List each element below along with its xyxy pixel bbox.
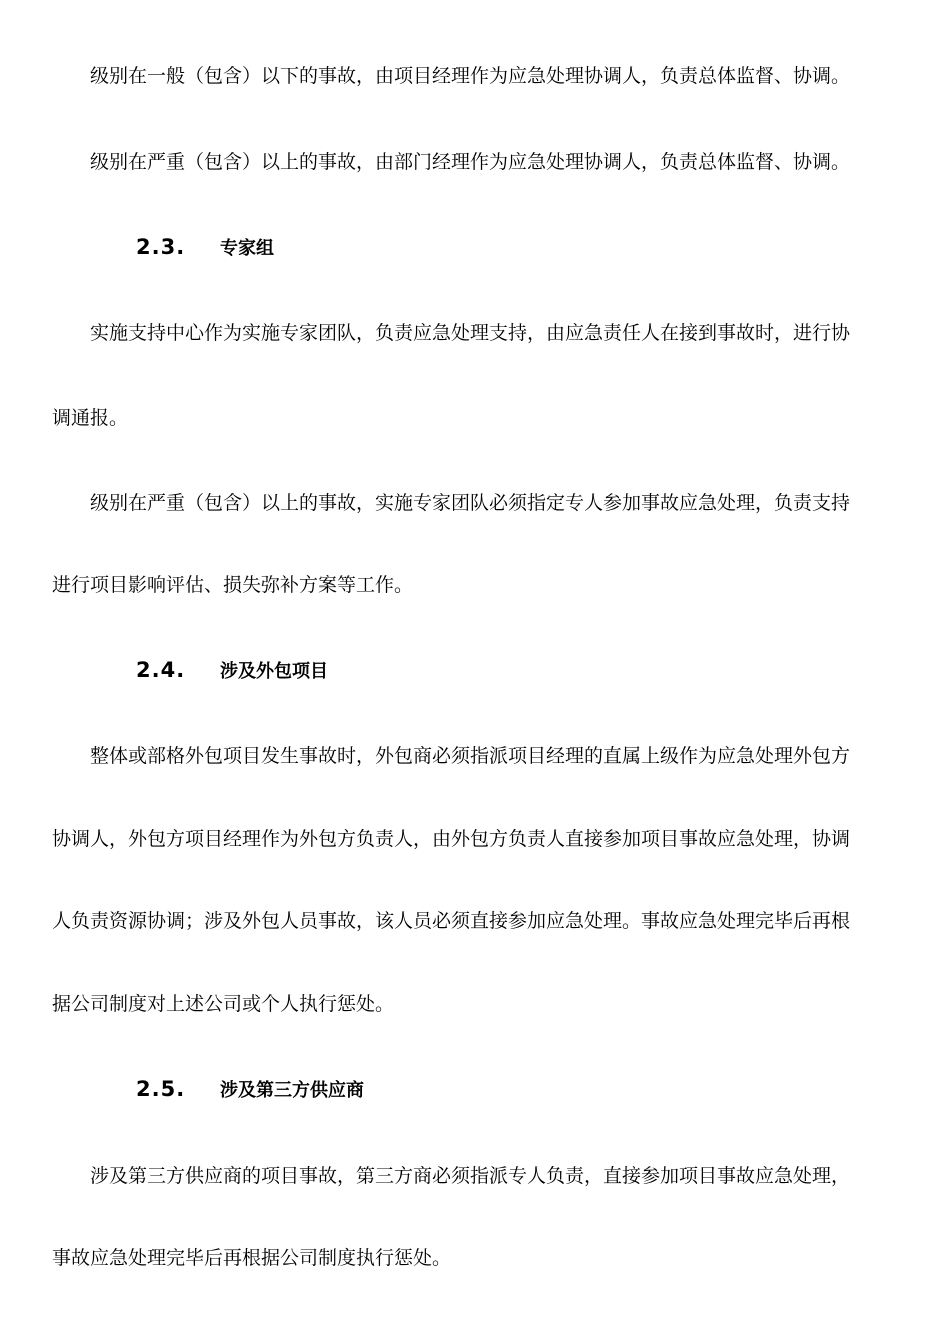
paragraph-line: 级别在严重（包含）以上的事故，由部门经理作为应急处理协调人，负责总体监督、协调。 xyxy=(90,151,851,173)
section-heading-2-3 xyxy=(136,232,274,262)
section-number: 2.4. xyxy=(136,658,186,682)
paragraph-line: 人负责资源协调；涉及外包人员事故，该人员必须直接参加应急处理。事故应急处理完毕后再根 xyxy=(52,910,851,932)
section-title: 专家组 xyxy=(220,238,274,259)
paragraph-line: 级别在一般（包含）以下的事故，由项目经理作为应急处理协调人，负责总体监督、协调。 xyxy=(90,65,851,87)
section-heading-2-4 xyxy=(136,655,328,685)
paragraph-line: 进行项目影响评估、损失弥补方案等工作。 xyxy=(52,574,414,596)
paragraph-line: 协调人，外包方项目经理作为外包方负责人，由外包方负责人直接参加项目事故应急处理，协调 xyxy=(52,828,851,850)
section-heading-2-5 xyxy=(136,1074,364,1104)
paragraph-line: 整体或部格外包项目发生事故时，外包商必须指派项目经理的直属上级作为应急处理外包方 xyxy=(90,745,851,767)
paragraph-line: 事故应急处理完毕后再根据公司制度执行惩处。 xyxy=(52,1247,452,1269)
section-number: 2.3. xyxy=(136,235,186,259)
section-title: 涉及第三方供应商 xyxy=(220,1080,364,1101)
paragraph-line: 级别在严重（包含）以上的事故，实施专家团队必须指定专人参加事故应急处理，负责支持 xyxy=(90,492,851,514)
paragraph-line: 实施支持中心作为实施专家团队，负责应急处理支持，由应急责任人在接到事故时，进行协 xyxy=(90,322,851,344)
paragraph-line: 涉及第三方供应商的项目事故，第三方商必须指派专人负责，直接参加项目事故应急处理， xyxy=(90,1165,851,1187)
section-title: 涉及外包项目 xyxy=(220,661,328,682)
section-number: 2.5. xyxy=(136,1077,186,1101)
paragraph-line: 调通报。 xyxy=(52,407,129,429)
paragraph-line: 据公司制度对上述公司或个人执行惩处。 xyxy=(52,993,395,1015)
